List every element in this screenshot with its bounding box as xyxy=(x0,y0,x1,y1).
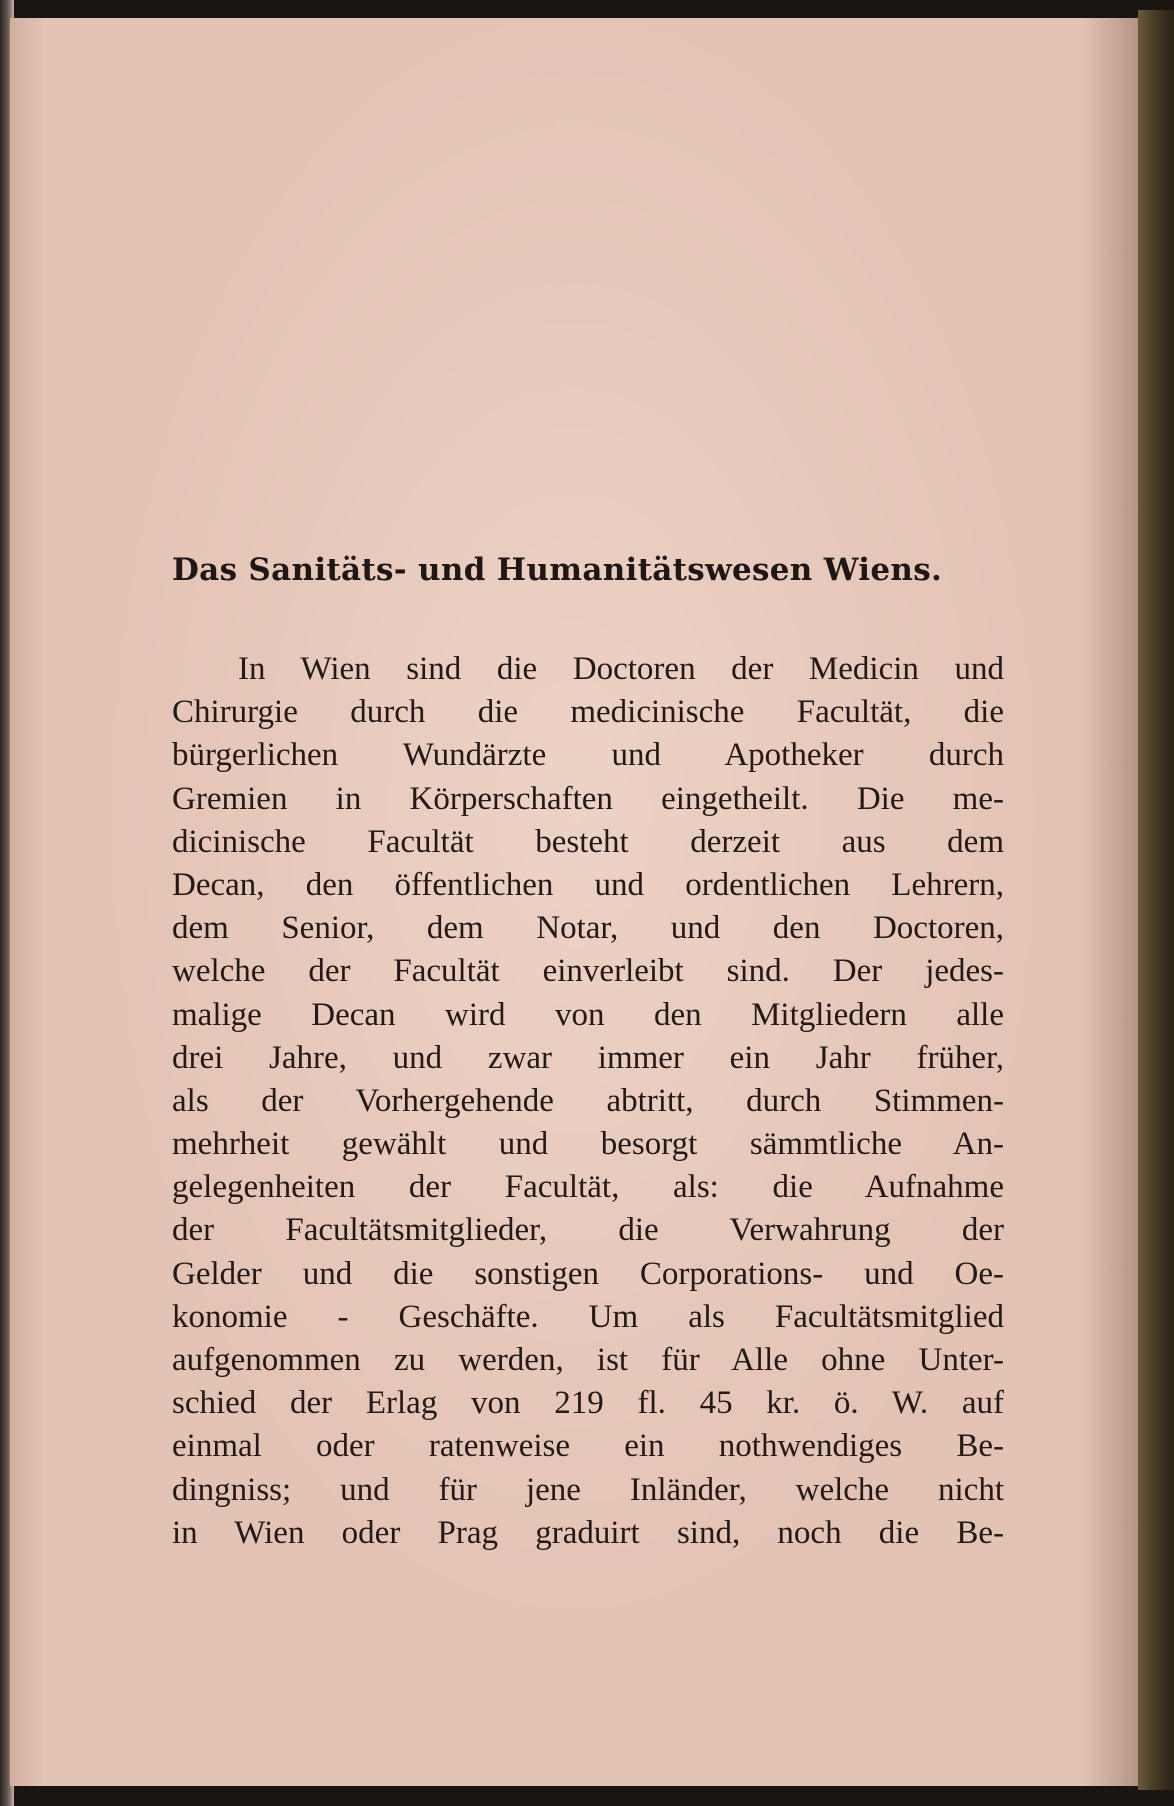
text-line: in Wien oder Prag graduirt sind, noch die Be- xyxy=(172,1514,1004,1551)
body-paragraph xyxy=(172,648,1004,1555)
text-line: als der Vorhergehende abtritt, durch Stimmen- xyxy=(172,1082,1004,1119)
text-line: Chirurgie durch die medicinische Facultät, die xyxy=(172,694,1004,731)
text-line: Gremien in Körperschaften eingetheilt. Die me- xyxy=(172,780,1004,817)
text-line: aufgenommen zu werden, ist für Alle ohne Unter- xyxy=(172,1342,1004,1378)
text-line: dem Senior, dem Notar, und den Doctoren, xyxy=(172,910,1004,947)
text-line: gelegenheiten der Facultät, als: die Aufnahme xyxy=(172,1169,1004,1206)
text-line: mehrheit gewählt und besorgt sämmtliche An- xyxy=(172,1126,1004,1163)
text-line: malige Decan wird von den Mitgliedern alle xyxy=(172,996,1004,1033)
text-line: drei Jahre, und zwar immer ein Jahr früher, xyxy=(172,1039,1004,1076)
text-line: welche der Facultät einverleibt sind. Der jedes- xyxy=(172,953,1004,990)
book-page-edges-right xyxy=(1138,10,1174,1790)
text-line: der Facultätsmitglieder, die Verwahrung der xyxy=(172,1212,1004,1249)
text-line: dingniss; und für jene Inländer, welche nicht xyxy=(172,1471,1004,1508)
text-line: einmal oder ratenweise ein nothwendiges Be- xyxy=(172,1428,1004,1465)
text-line: dicinische Facultät besteht derzeit aus dem xyxy=(172,823,1004,860)
text-line: bürgerlichen Wundärzte und Apotheker durch xyxy=(172,737,1004,774)
text-line: schied der Erlag von 219 fl. 45 kr. ö. W. auf xyxy=(172,1385,1004,1422)
text-line: Decan, den öffentlichen und ordentlichen Lehrern, xyxy=(172,866,1004,903)
text-line: In Wien sind die Doctoren der Medicin und xyxy=(238,651,1004,687)
text-line: konomie - Geschäfte. Um als Facultätsmitglied xyxy=(172,1298,1004,1335)
text-line: Gelder und die sonstigen Corporations- und Oe- xyxy=(172,1255,1004,1292)
section-heading: Das Sanitäts- und Humanitätswesen Wiens. xyxy=(172,552,943,588)
